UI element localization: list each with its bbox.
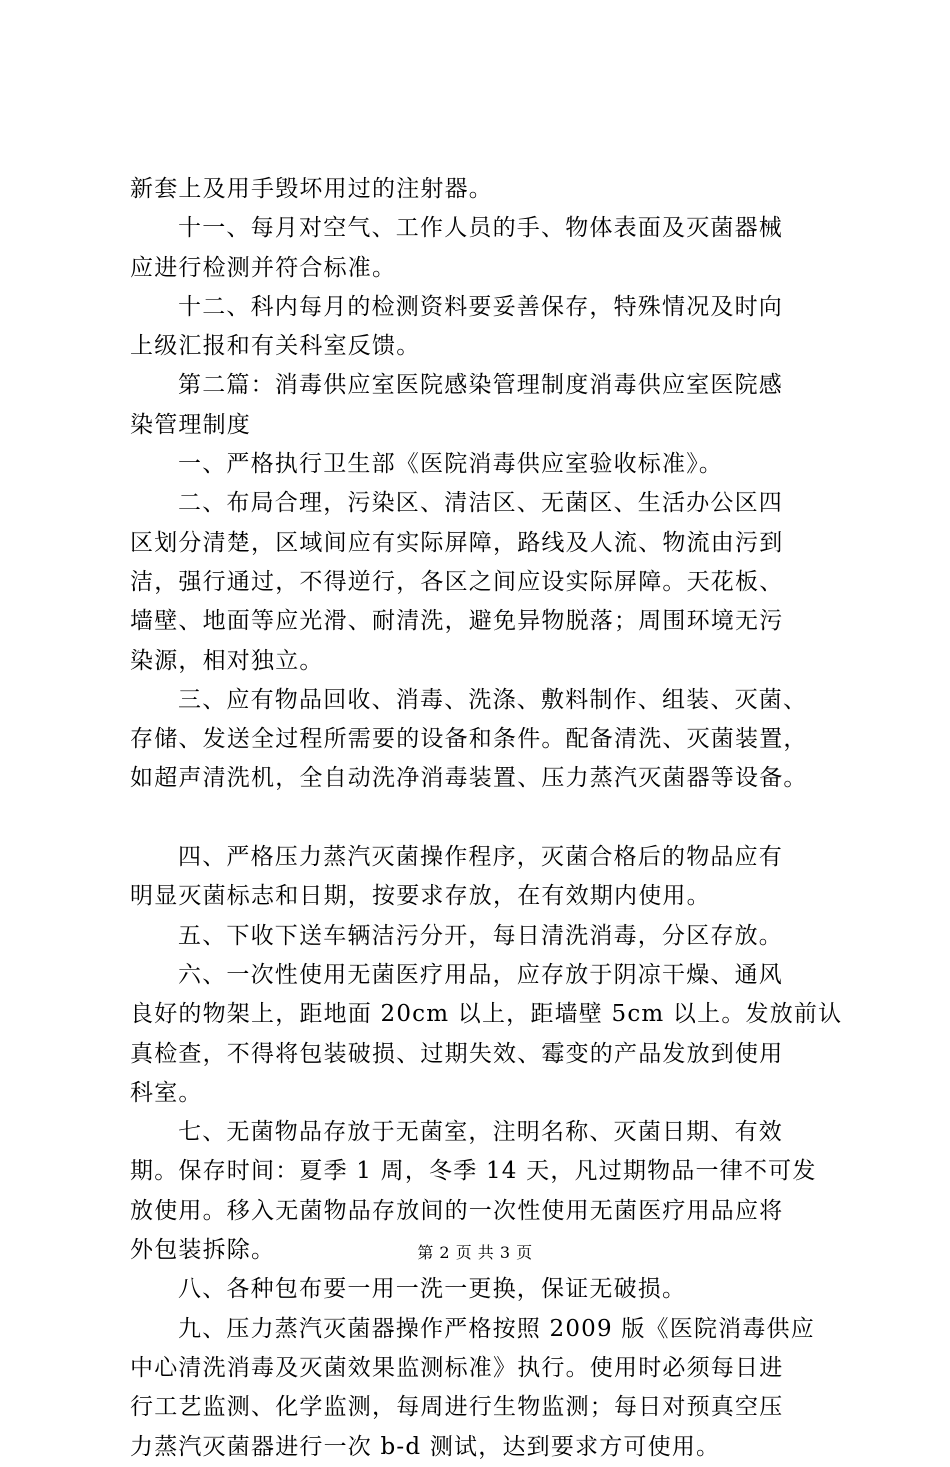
text-line: 良好的物架上，距地面 20cm 以上，距墙壁 5cm 以上。发放前认 (130, 1001, 843, 1028)
text-line: 十一、每月对空气、工作人员的手、物体表面及灭菌器械 (178, 215, 783, 242)
text-line: 十二、科内每月的检测资料要妥善保存，特殊情况及时向 (178, 293, 783, 320)
text-line: 九、压力蒸汽灭菌器操作严格按照 2009 版《医院消毒供应 (178, 1315, 815, 1342)
text-line: 期。保存时间：夏季 1 周，冬季 14 天，凡过期物品一律不可发 (130, 1158, 817, 1185)
text-line: 墙壁、地面等应光滑、耐清洗，避免异物脱落；周围环境无污 (130, 608, 784, 635)
text-line: 四、严格压力蒸汽灭菌操作程序，灭菌合格后的物品应有 (178, 844, 783, 871)
text-line: 明显灭菌标志和日期，按要求存放，在有效期内使用。 (130, 883, 711, 910)
document-body (130, 170, 844, 1467)
text-line: 七、无菌物品存放于无菌室，注明名称、灭菌日期、有效 (178, 1119, 783, 1146)
text-line: 外包装拆除。 (130, 1237, 276, 1264)
blank-line (130, 799, 844, 838)
text-line: 染源，相对独立。 (130, 647, 324, 674)
text-line: 新套上及用手毁坏用过的注射器。 (130, 176, 493, 202)
text-line: 五、下收下送车辆洁污分开，每日清洗消毒，分区存放。 (178, 922, 783, 949)
text-line: 区划分清楚，区域间应有实际屏障，路线及人流、物流由污到 (130, 529, 784, 556)
text-line: 真检查，不得将包装破损、过期失效、霉变的产品发放到使用 (130, 1040, 784, 1067)
text-line: 中心清洗消毒及灭菌效果监测标准》执行。使用时必须每日进 (130, 1354, 784, 1381)
text-line: 行工艺监测、化学监测，每周进行生物监测；每日对预真空压 (130, 1394, 784, 1421)
text-line: 第二篇：消毒供应室医院感染管理制度消毒供应室医院感 (178, 372, 783, 399)
text-line: 科室。 (130, 1079, 203, 1106)
text-line: 力蒸汽灭菌器进行一次 b-d 测试，达到要求方可使用。 (130, 1433, 721, 1460)
text-line: 存储、发送全过程所需要的设备和条件。配备清洗、灭菌装置， (130, 726, 808, 753)
text-line: 八、各种包布要一用一洗一更换，保证无破损。 (178, 1276, 687, 1303)
text-line: 染管理制度 (130, 411, 251, 438)
text-line: 一、严格执行卫生部《医院消毒供应室验收标准》。 (178, 451, 724, 478)
text-line: 应进行检测并符合标准。 (130, 254, 397, 281)
text-line: 放使用。移入无菌物品存放间的一次性使用无菌医疗用品应将 (130, 1197, 784, 1224)
text-line: 三、应有物品回收、消毒、洗涤、敷料制作、组装、灭菌、 (178, 686, 808, 713)
text-line: 二、布局合理，污染区、清洁区、无菌区、生活办公区四 (178, 490, 783, 517)
text-line: 如超声清洗机，全自动洗净消毒装置、压力蒸汽灭菌器等设备。 (130, 765, 808, 792)
page-number: 第 2 页 共 3 页 (417, 1243, 533, 1262)
text-line: 六、一次性使用无菌医疗用品，应存放于阴凉干燥、通风 (178, 961, 783, 988)
text-line: 上级汇报和有关科室反馈。 (130, 333, 421, 360)
text-line: 洁，强行通过，不得逆行，各区之间应设实际屏障。天花板、 (130, 568, 784, 595)
